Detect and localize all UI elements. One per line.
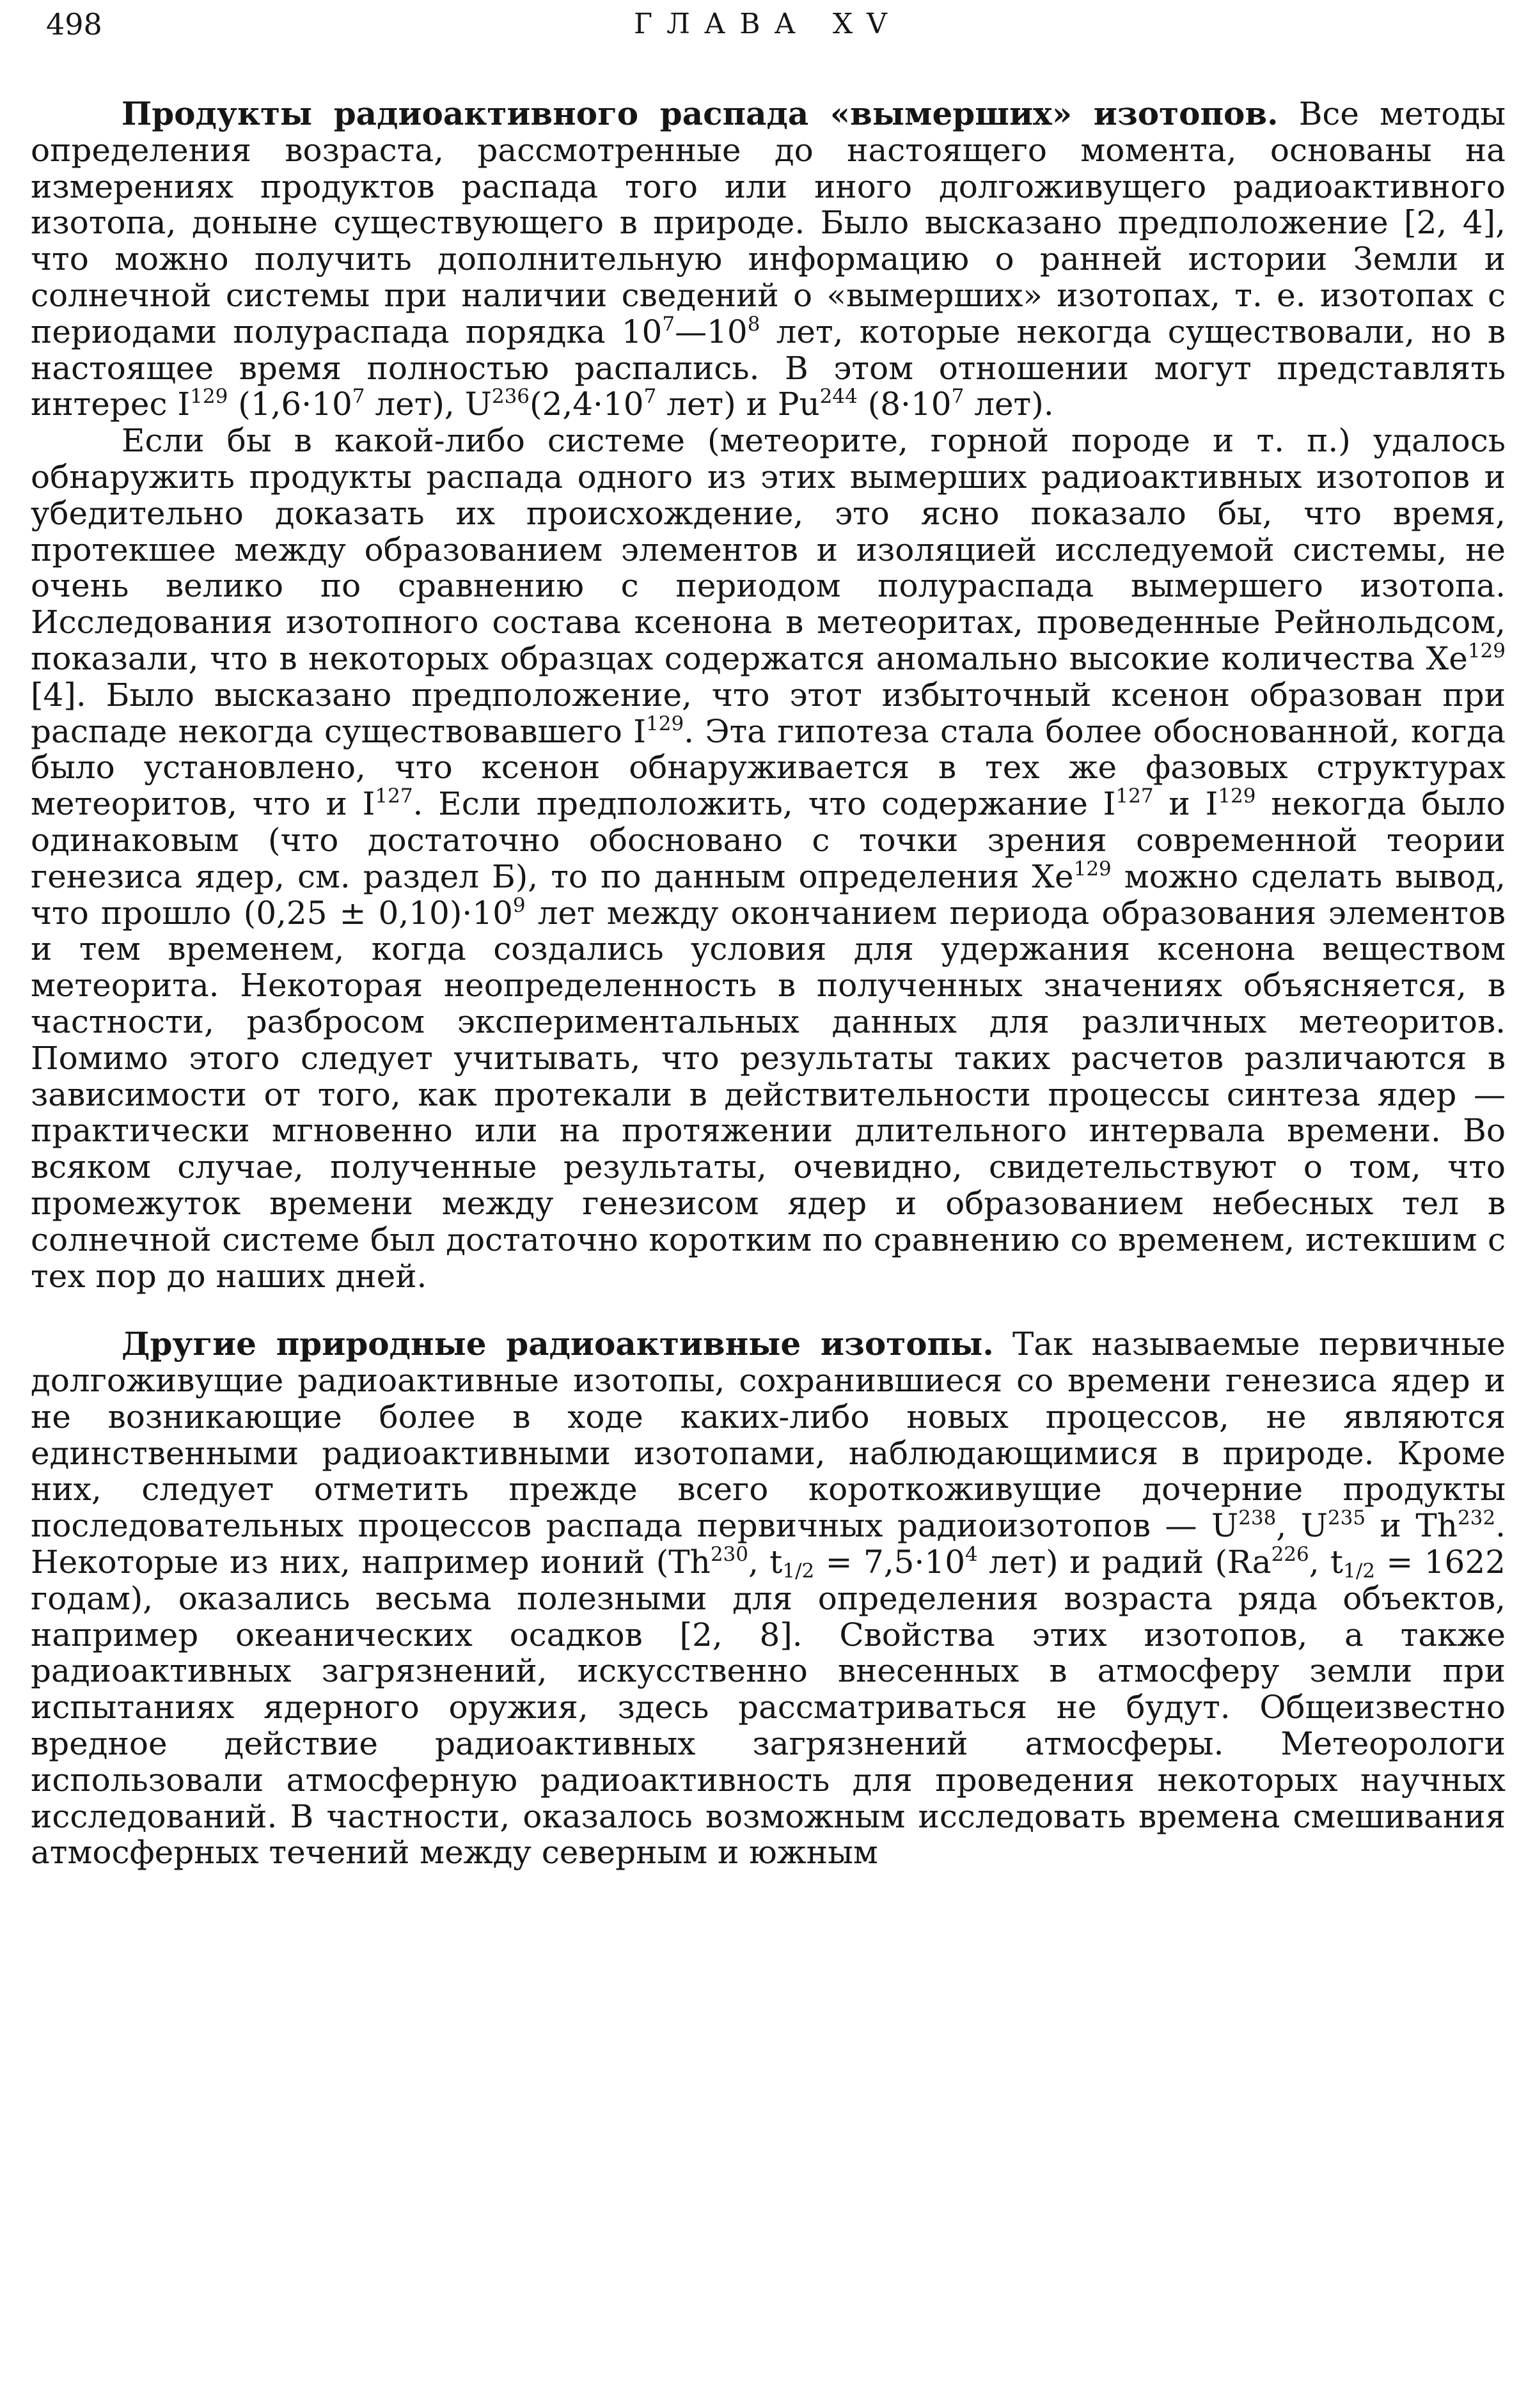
text-run: лет), U	[365, 386, 492, 423]
page-body	[31, 96, 1506, 1871]
text-run: , t	[1309, 1544, 1344, 1581]
text-run: лет между окончанием периода образования элементов и тем временем, когда создались условия для удержания ксенона веществом метеорита. Некоторая неопределенность в полученных значениях объясняется, в частности, разбросом экспериментальных данных для различных метеоритов. Помимо этого следует учитывать, что результаты таких расчетов различаются в зависимости от того, как протекали в действительности процессы синтеза ядер — практически мгновенно или на протяжении длительного интервала времени. Во всяком случае, полученные результаты, очевидно, свидетельствуют о том, что промежуток времени между генезисом ядер и образованием небесных тел в солнечной системе был достаточно коротким по сравнению со временем, истекшим с тех пор до наших дней.	[31, 894, 1506, 1295]
page-number: 498	[46, 7, 102, 42]
text-run: лет).	[964, 386, 1054, 423]
text-run: . Если предположить, что содержание I	[413, 785, 1116, 823]
text-run: —10	[675, 313, 748, 350]
subscript: 1/2	[782, 1559, 815, 1583]
text-run: (1,6·10	[228, 386, 352, 423]
text-run: Так называемые первичные долгоживущие радиоактивные изотопы, сохранившиеся со времени генезиса ядер и не возникающие более в ходе каких-либо новых процессов, не являются единственными радиоактивными изотопами, наблюдающимися в природе. Кроме них, следует отметить прежде всего короткоживущие дочерние продукты последовательных процессов распада первичных радиоизотопов — U	[31, 1325, 1506, 1545]
section-heading-extinct-isotopes: Продукты радиоактивного распада «вымерших» изотопов.	[122, 95, 1279, 132]
superscript: 4	[965, 1542, 978, 1566]
superscript: 244	[819, 385, 858, 409]
text-run: [4]. Было высказано предположение, что этот избыточный ксенон образован при распаде некогда существовавшего I	[31, 676, 1506, 750]
superscript: 129	[1073, 857, 1112, 880]
text-run: = 7,5·10	[814, 1544, 966, 1581]
section-gap	[31, 1294, 1506, 1326]
superscript: 230	[710, 1542, 748, 1566]
page-header	[46, 5, 1489, 47]
superscript: 129	[1467, 639, 1506, 662]
section-heading-other-isotopes: Другие природные радиоактивные изотопы.	[122, 1325, 994, 1363]
subscript: 1/2	[1343, 1559, 1376, 1583]
superscript: 129	[190, 385, 228, 409]
paragraph-other-isotopes	[31, 1326, 1506, 1871]
text-run: (8·10	[857, 386, 952, 423]
superscript: 129	[1218, 784, 1256, 808]
superscript: 9	[512, 893, 526, 917]
text-run: и I	[1153, 785, 1218, 823]
text-run: , U	[1276, 1507, 1328, 1545]
text-run: лет, которые некогда существовали, но в настоящее время полностью распались. В этом отношении могут представлять интерес I	[31, 313, 1506, 423]
text-run: некогда было одинаковым (что достаточно обосновано с точки зрения современной теории генезиса ядер, см. раздел Б), то по данным определения Xe	[31, 785, 1506, 895]
superscript: 7	[662, 312, 675, 336]
text-run: лет) и радий (Ra	[977, 1544, 1271, 1581]
running-head: ГЛАВА XV	[634, 8, 901, 40]
text-run: (2,4·10	[530, 386, 644, 423]
superscript: 127	[375, 784, 413, 808]
text-run: = 1622 годам), оказались весьма полезными для определения возраста ряда объектов, например океанических осадков [2, 8]. Свойства этих изотопов, а также радиоактивных загрязнений, искусственно внесенных в атмосферу земли при испытаниях ядерного оружия, здесь рассматриваться не будут. Общеизвестно вредное действие радиоактивных загрязнений атмосферы. Метеорологи использовали атмосферную радиоактивность для проведения некоторых научных исследований. В частности, оказалось возможным исследовать времена смешивания атмосферных течений между северным и южным	[31, 1544, 1506, 1872]
superscript: 7	[643, 385, 657, 409]
superscript: 127	[1115, 784, 1154, 808]
text-run: Все методы определения возраста, рассмотренные до настоящего момента, основаны на измерениях продуктов распада того или иного долгоживущего радиоактивного изотопа, доныне существующего в природе. Было высказано предположение [2, 4], что можно получить дополнительную информацию о ранней истории Земли и солнечной системы при наличии сведений о «вымерших» изотопах, т. е. изотопах с периодами полураспада порядка 10	[31, 95, 1506, 350]
superscript: 129	[646, 712, 684, 735]
paragraph-extinct-isotopes	[31, 96, 1506, 423]
superscript: 226	[1271, 1542, 1309, 1566]
superscript: 235	[1327, 1506, 1366, 1530]
superscript: 8	[747, 312, 760, 336]
text-run: лет) и Pu	[656, 386, 820, 423]
text-run: . Некоторые из них, например ионий (Th	[31, 1507, 1506, 1581]
superscript: 236	[491, 385, 530, 409]
superscript: 232	[1457, 1506, 1496, 1530]
text-run: , t	[748, 1544, 783, 1581]
superscript: 238	[1238, 1506, 1277, 1530]
superscript: 7	[352, 385, 365, 409]
paragraph-xenon-meteorites	[31, 423, 1506, 1294]
text-run: Если бы в какой-либо системе (метеорите, горной породе и т. п.) удалось обнаружить продукты распада одного из этих вымерших радиоактивных изотопов и убедительно доказать их происхождение, это ясно показало бы, что время, протекшее между образованием элементов и изоляцией исследуемой системы, не очень велико по сравнению с периодом полураспада вымершего изотопа. Исследования изотопного состава ксенона в метеоритах, проведенные Рейнольдсом, показали, что в некоторых образцах содержатся аномально высокие количества Xe	[31, 422, 1506, 677]
superscript: 7	[951, 385, 964, 409]
text-run: и Th	[1366, 1507, 1458, 1545]
text-run: можно сделать вывод, что прошло (0,25 ± 0,10)·10	[31, 857, 1506, 932]
text-run: . Эта гипотеза стала более обоснованной, когда было установлено, что ксенон обнаруживается в тех же фазовых структурах метеоритов, что и I	[31, 712, 1506, 823]
